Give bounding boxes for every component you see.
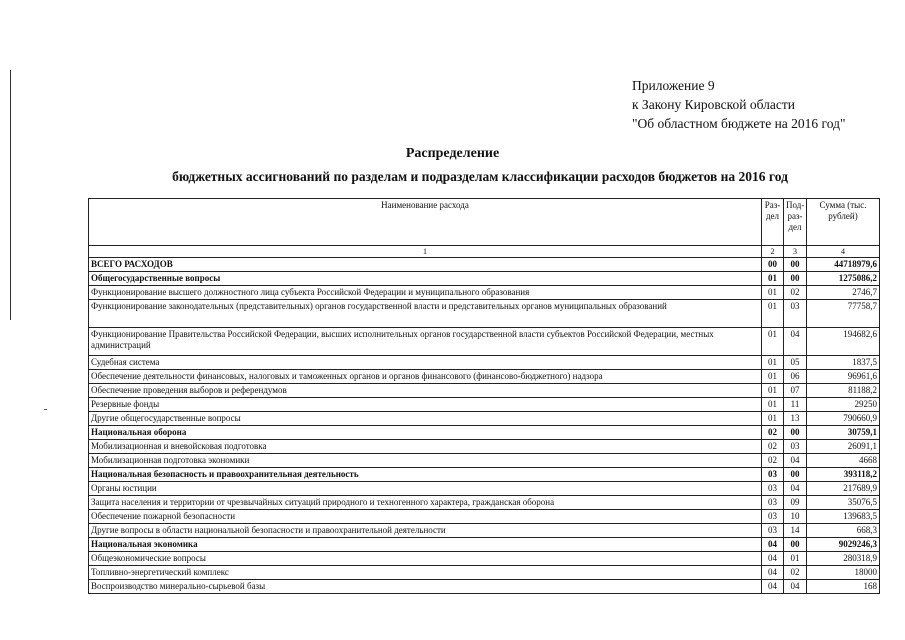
row-amount: 217689,9 <box>807 482 880 496</box>
table-row <box>89 258 880 272</box>
row-section: 01 <box>762 370 784 384</box>
row-name: Другие вопросы в области национальной безопасности и правоохранительной деятельности <box>89 524 762 538</box>
row-section: 01 <box>762 300 784 328</box>
row-name: ВСЕГО РАСХОДОВ <box>89 258 762 272</box>
row-section: 03 <box>762 524 784 538</box>
row-section: 01 <box>762 272 784 286</box>
scan-speck <box>44 409 47 410</box>
row-section: 03 <box>762 496 784 510</box>
table-row <box>89 496 880 510</box>
budget-table <box>88 198 880 594</box>
row-subsection: 04 <box>784 580 807 594</box>
row-name: Функционирование Правительства Российской Федерации, высших исполнительных органов государственной власти субъектов Российской Федерации, местных администраций <box>89 328 762 356</box>
row-name: Мобилизационная подготовка экономики <box>89 454 762 468</box>
row-subsection: 03 <box>784 440 807 454</box>
table-row <box>89 552 880 566</box>
row-name: Судебная система <box>89 356 762 370</box>
row-amount: 18000 <box>807 566 880 580</box>
table-row <box>89 384 880 398</box>
header-section: Раз-дел <box>762 199 784 246</box>
row-section: 03 <box>762 482 784 496</box>
row-amount: 393118,2 <box>807 468 880 482</box>
column-number-row <box>89 246 880 258</box>
row-subsection: 00 <box>784 468 807 482</box>
appendix-number: Приложение 9 <box>632 78 715 93</box>
row-section: 00 <box>762 258 784 272</box>
row-amount: 81188,2 <box>807 384 880 398</box>
table-row <box>89 356 880 370</box>
row-amount: 1275086,2 <box>807 272 880 286</box>
row-subsection: 01 <box>784 552 807 566</box>
row-amount: 668,3 <box>807 524 880 538</box>
appendix-law: к Закону Кировской области <box>632 97 796 112</box>
row-subsection: 14 <box>784 524 807 538</box>
row-section: 01 <box>762 384 784 398</box>
row-subsection: 04 <box>784 454 807 468</box>
row-amount: 194682,6 <box>807 328 880 356</box>
row-subsection: 11 <box>784 398 807 412</box>
row-amount: 280318,9 <box>807 552 880 566</box>
row-section: 04 <box>762 538 784 552</box>
header-name: Наименование расхода <box>89 199 762 246</box>
table-row <box>89 454 880 468</box>
column-number: 4 <box>807 246 880 258</box>
table-row <box>89 328 880 356</box>
row-subsection: 05 <box>784 356 807 370</box>
header-amount: Сумма (тыс. рублей) <box>807 199 880 246</box>
row-name: Топливно-энергетический комплекс <box>89 566 762 580</box>
table-row <box>89 566 880 580</box>
row-name: Национальная оборона <box>89 426 762 440</box>
row-subsection: 02 <box>784 286 807 300</box>
document-title: Распределение <box>405 146 500 161</box>
row-subsection: 07 <box>784 384 807 398</box>
row-section: 01 <box>762 356 784 370</box>
appendix-block <box>632 76 846 133</box>
row-subsection: 09 <box>784 496 807 510</box>
row-section: 01 <box>762 412 784 426</box>
table-row <box>89 286 880 300</box>
row-subsection: 13 <box>784 412 807 426</box>
table-row <box>89 440 880 454</box>
row-name: Общеэкономические вопросы <box>89 552 762 566</box>
row-section: 02 <box>762 454 784 468</box>
row-name: Органы юстиции <box>89 482 762 496</box>
row-name: Обеспечение деятельности финансовых, налоговых и таможенных органов и органов финансового (финансово-бюджетного) надзора <box>89 370 762 384</box>
column-number: 2 <box>762 246 784 258</box>
row-name: Общегосударственные вопросы <box>89 272 762 286</box>
table-header-row <box>89 199 880 246</box>
row-section: 01 <box>762 286 784 300</box>
row-subsection: 10 <box>784 510 807 524</box>
row-section: 03 <box>762 468 784 482</box>
row-name: Защита населения и территории от чрезвычайных ситуаций природного и техногенного характера, гражданская оборона <box>89 496 762 510</box>
row-amount: 168 <box>807 580 880 594</box>
table-row <box>89 272 880 286</box>
row-name: Резервные фонды <box>89 398 762 412</box>
row-subsection: 00 <box>784 538 807 552</box>
column-number: 1 <box>89 246 762 258</box>
row-name: Воспроизводство минерально-сырьевой базы <box>89 580 762 594</box>
row-amount: 96961,6 <box>807 370 880 384</box>
table-row <box>89 426 880 440</box>
row-amount: 4668 <box>807 454 880 468</box>
row-amount: 44718979,6 <box>807 258 880 272</box>
table-row <box>89 510 880 524</box>
row-amount: 30759,1 <box>807 426 880 440</box>
table-row <box>89 398 880 412</box>
row-amount: 2746,7 <box>807 286 880 300</box>
row-amount: 1837,5 <box>807 356 880 370</box>
header-subsection: Под-раз-дел <box>784 199 807 246</box>
column-number: 3 <box>784 246 807 258</box>
row-name: Обеспечение пожарной безопасности <box>89 510 762 524</box>
row-amount: 35076,5 <box>807 496 880 510</box>
row-name: Мобилизационная и вневойсковая подготовка <box>89 440 762 454</box>
row-amount: 790660,9 <box>807 412 880 426</box>
row-section: 01 <box>762 328 784 356</box>
row-section: 04 <box>762 566 784 580</box>
table-row <box>89 538 880 552</box>
row-subsection: 03 <box>784 300 807 328</box>
row-subsection: 04 <box>784 328 807 356</box>
row-amount: 77758,7 <box>807 300 880 328</box>
row-subsection: 04 <box>784 482 807 496</box>
row-subsection: 00 <box>784 258 807 272</box>
row-amount: 139683,5 <box>807 510 880 524</box>
page-margin-line <box>10 70 11 320</box>
row-subsection: 00 <box>784 272 807 286</box>
row-amount: 29250 <box>807 398 880 412</box>
table-row <box>89 524 880 538</box>
table-row <box>89 482 880 496</box>
row-section: 02 <box>762 426 784 440</box>
row-name: Функционирование законодательных (представительных) органов государственной власти и представительных органов муниципальных образований <box>89 300 762 328</box>
row-name: Обеспечение проведения выборов и референдумов <box>89 384 762 398</box>
appendix-law-title: "Об областном бюджете на 2016 год" <box>632 116 846 131</box>
table-row <box>89 468 880 482</box>
row-subsection: 00 <box>784 426 807 440</box>
table-row <box>89 580 880 594</box>
row-section: 03 <box>762 510 784 524</box>
document-subtitle: бюджетных ассигнований по разделам и подразделам классификации расходов бюджетов на 2016 год <box>172 169 788 184</box>
row-name: Национальная экономика <box>89 538 762 552</box>
row-name: Другие общегосударственные вопросы <box>89 412 762 426</box>
row-subsection: 06 <box>784 370 807 384</box>
row-name: Функционирование высшего должностного лица субъекта Российской Федерации и муниципального образования <box>89 286 762 300</box>
table-row <box>89 412 880 426</box>
row-amount: 26091,1 <box>807 440 880 454</box>
row-subsection: 02 <box>784 566 807 580</box>
table-row <box>89 370 880 384</box>
row-name: Национальная безопасность и правоохранительная деятельность <box>89 468 762 482</box>
row-amount: 9029246,3 <box>807 538 880 552</box>
row-section: 02 <box>762 440 784 454</box>
row-section: 01 <box>762 398 784 412</box>
row-section: 04 <box>762 552 784 566</box>
row-section: 04 <box>762 580 784 594</box>
table-row <box>89 300 880 328</box>
